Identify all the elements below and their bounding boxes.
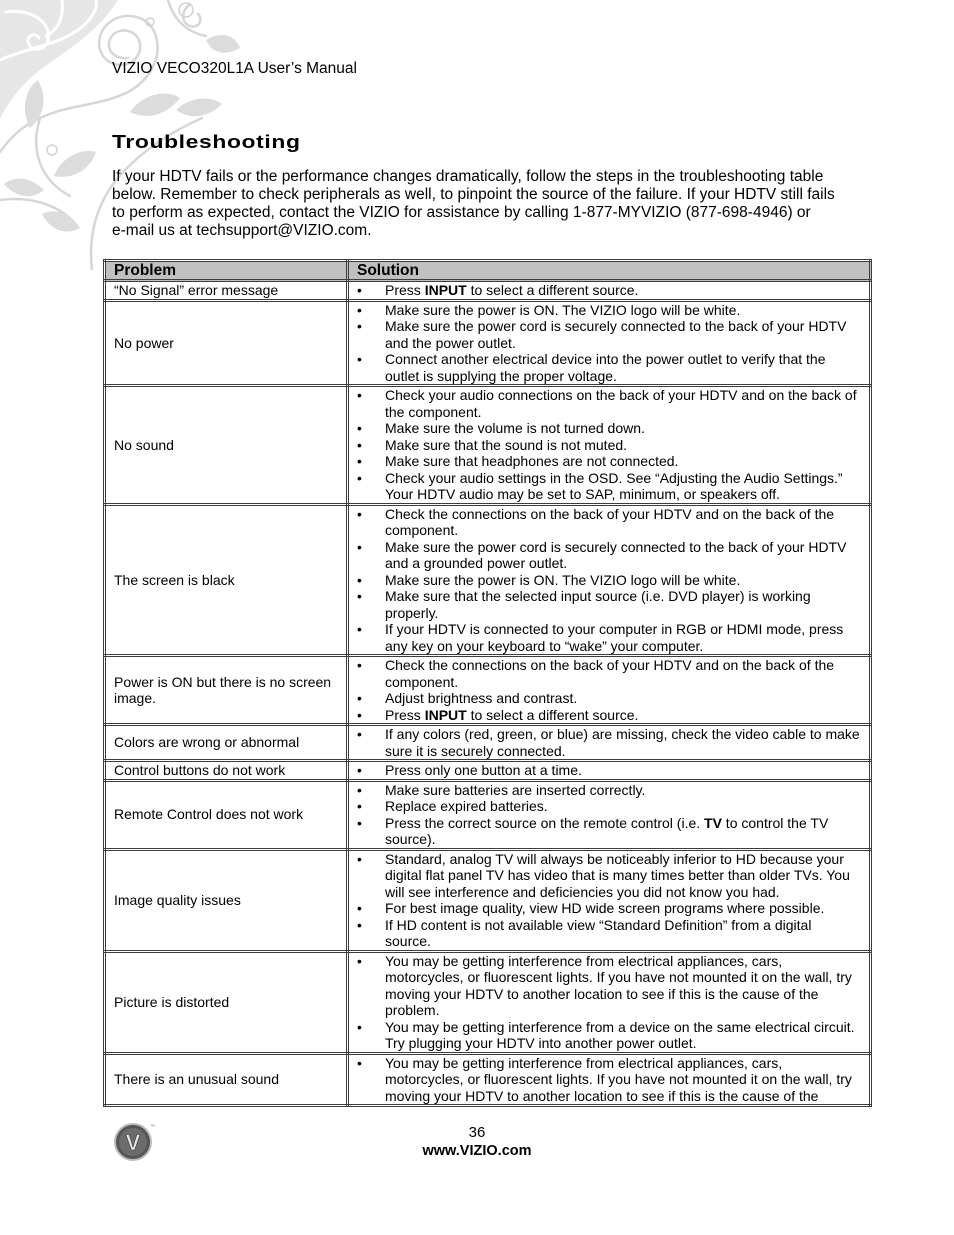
solution-text <box>385 351 825 384</box>
bullet-icon <box>357 539 385 572</box>
solution-text-segment: Make sure the power is ON. The VIZIO logo will be white. <box>385 571 741 588</box>
solution-text-segment: You may be getting interference from electrical appliances, cars, motorcycles, or fluorescent lights. If you have not mounted it on the wall, try moving your HDTV to another location to see if this is the cause of the problem. <box>385 952 852 1018</box>
solution-item <box>357 470 869 503</box>
solution-item <box>357 588 869 621</box>
solution-item <box>357 621 869 654</box>
solution-text-segment: Check your audio connections on the back of your HDTV and on the back of the component. <box>385 387 857 420</box>
solution-item <box>357 387 869 420</box>
solution-cell <box>348 300 871 386</box>
solution-text-segment: If your HDTV is connected to your computer in RGB or HDMI mode, press any key on your keyboard to “wake” your computer. <box>385 621 844 654</box>
solution-text-segment: Make sure the power is ON. The VIZIO logo will be white. <box>385 301 741 318</box>
solution-text <box>385 762 582 779</box>
bullet-icon <box>357 917 385 950</box>
table-row <box>105 656 871 725</box>
solution-item <box>357 726 869 759</box>
solution-text-bold: INPUT <box>424 282 467 298</box>
vizio-logo-mark: V <box>125 1130 141 1155</box>
table-header-row <box>105 261 871 281</box>
solution-cell <box>348 951 871 1053</box>
bullet-icon <box>357 351 385 384</box>
problem-cell <box>105 951 348 1053</box>
solution-item <box>357 572 869 589</box>
solution-text-segment: You may be getting interference from a device on the same electrical circuit. Try plugging your HDTV into another power outlet. <box>385 1018 855 1051</box>
solution-list <box>357 953 869 1052</box>
solution-text-segment: to select a different source. <box>466 282 639 298</box>
problem-text: Picture is distorted <box>114 993 230 1010</box>
solution-text <box>385 453 678 470</box>
bullet-icon <box>357 953 385 1019</box>
solution-cell <box>348 504 871 656</box>
bullet-icon <box>357 470 385 503</box>
solution-item <box>357 1055 869 1105</box>
solution-text <box>385 1019 855 1052</box>
solution-text <box>385 657 834 690</box>
table-row <box>105 761 871 781</box>
solution-text-segment: Connect another electrical device into the power outlet to verify that the outlet is supplying the proper voltage. <box>385 351 826 384</box>
solution-item <box>357 690 869 707</box>
problem-text: The screen is black <box>114 571 235 588</box>
table-row <box>105 780 871 849</box>
problem-cell <box>105 386 348 505</box>
solution-text-segment: Adjust brightness and contrast. <box>385 690 578 706</box>
solution-item <box>357 420 869 437</box>
solution-item <box>357 900 869 917</box>
solution-text-bold: TV <box>704 814 722 831</box>
trademark-symbol: ™ <box>150 1124 155 1130</box>
solution-cell <box>348 780 871 849</box>
solution-text-segment: Make sure the power cord is securely connected to the back of your HDTV and a grounded power outlet. <box>385 538 847 571</box>
solution-item <box>357 707 869 724</box>
solution-list <box>357 782 869 848</box>
solution-text-segment: You may be getting interference from electrical appliances, cars, motorcycles, or fluorescent lights. If you have not mounted it on the wall, try moving your HDTV to another location to see if this is the cause of the <box>385 1054 852 1104</box>
solution-list <box>357 1055 869 1105</box>
table-row <box>105 849 871 951</box>
problem-text: Power is ON but there is no screen image. <box>114 673 332 706</box>
solution-item <box>357 953 869 1019</box>
solution-text <box>385 690 577 707</box>
solution-text-segment: Check the connections on the back of your HDTV and on the back of the component. <box>385 505 835 538</box>
section-title: Troubleshooting <box>112 132 301 152</box>
problem-text: “No Signal” error message <box>114 282 279 298</box>
problem-cell <box>105 300 348 386</box>
solution-item <box>357 762 869 779</box>
solution-text <box>385 437 627 454</box>
troubleshooting-table-body <box>105 281 871 1106</box>
bullet-icon <box>357 1019 385 1052</box>
solution-list <box>357 851 869 950</box>
solution-text <box>385 302 740 319</box>
solution-cell <box>348 725 871 761</box>
bullet-icon <box>357 762 385 779</box>
bullet-icon <box>357 420 385 437</box>
solution-text-segment: Make sure the power cord is securely connected to the back of your HDTV and the power outlet. <box>385 318 847 351</box>
solution-text-bold: INPUT <box>424 706 467 723</box>
table-header <box>105 261 871 281</box>
bullet-icon <box>357 851 385 901</box>
website-address: www.VIZIO.com <box>422 1143 532 1159</box>
problem-cell <box>105 725 348 761</box>
solution-item <box>357 506 869 539</box>
solution-cell <box>348 1053 871 1106</box>
solution-text <box>385 470 843 503</box>
bullet-icon <box>357 657 385 690</box>
bullet-icon <box>357 572 385 589</box>
problem-cell <box>105 504 348 656</box>
solution-text <box>385 900 824 917</box>
problem-cell <box>105 1053 348 1106</box>
solution-text <box>385 1055 852 1105</box>
troubleshooting-table <box>103 259 872 1107</box>
problem-cell <box>105 780 348 849</box>
solution-text <box>385 815 828 848</box>
solution-list <box>357 762 869 779</box>
solution-text <box>385 707 638 724</box>
solution-text-segment: Check your audio settings in the OSD. See “Adjusting the Audio Settings.” Your HDTV audio may be set to SAP, minimum, or speakers off. <box>385 469 843 502</box>
problem-cell <box>105 761 348 781</box>
solution-text <box>385 917 811 950</box>
solution-text <box>385 387 857 420</box>
solution-text <box>385 798 548 815</box>
solution-list <box>357 282 869 299</box>
table-row <box>105 1053 871 1106</box>
bullet-icon <box>357 506 385 539</box>
bullet-icon <box>357 707 385 724</box>
solution-list <box>357 387 869 503</box>
column-header-solution: Solution <box>348 261 871 281</box>
solution-item <box>357 282 869 299</box>
solution-text <box>385 282 638 299</box>
problem-text: Remote Control does not work <box>114 806 304 823</box>
problem-cell <box>105 849 348 951</box>
solution-item <box>357 815 869 848</box>
vizio-logo <box>113 1120 157 1164</box>
solution-item <box>357 798 869 815</box>
bullet-icon <box>357 782 385 799</box>
solution-cell <box>348 386 871 505</box>
solution-cell <box>348 849 871 951</box>
problem-text: Control buttons do not work <box>114 762 286 778</box>
bullet-icon <box>357 282 385 299</box>
solution-text-segment: Press only one button at a time. <box>385 762 582 778</box>
solution-text-segment: Check the connections on the back of your HDTV and on the back of the component. <box>385 657 835 690</box>
bullet-icon <box>357 726 385 759</box>
solution-text-segment: Press <box>385 706 425 723</box>
solution-text <box>385 726 860 759</box>
bullet-icon <box>357 453 385 470</box>
solution-text <box>385 588 811 621</box>
solution-item <box>357 1019 869 1052</box>
solution-text <box>385 506 834 539</box>
bullet-icon <box>357 387 385 420</box>
solution-text <box>385 953 852 1019</box>
page-number: 36 <box>468 1124 486 1141</box>
solution-text-segment: For best image quality, view HD wide screen programs where possible. <box>385 900 825 916</box>
bullet-icon <box>357 437 385 454</box>
problem-text: No power <box>114 334 174 351</box>
solution-item <box>357 351 869 384</box>
solution-text-segment: If any colors (red, green, or blue) are missing, check the video cable to make sure it is securely connected. <box>385 726 860 759</box>
solution-item <box>357 782 869 799</box>
solution-item <box>357 318 869 351</box>
solution-text <box>385 621 843 654</box>
table-row <box>105 386 871 505</box>
solution-text-segment: Press <box>385 282 425 298</box>
solution-text <box>385 782 645 799</box>
intro-paragraph: If your HDTV fails or the performance changes dramatically, follow the steps in the troubleshooting table below. Remember to check peripherals as well, to pinpoint the source of the failure. If your HDTV still fails to perform as expected, contact the VIZIO for assistance by calling 1-877-MYVIZIO (877-698-4946) or e-mail us at techsupport@VIZIO.com. <box>112 168 835 239</box>
table-row <box>105 951 871 1053</box>
solution-cell <box>348 281 871 301</box>
solution-item <box>357 453 869 470</box>
solution-text-segment: Standard, analog TV will always be noticeably inferior to HD because your digital flat panel TV has video that is many times better than older TVs. You will see interference and deficiencies you did not know you had. <box>385 850 850 900</box>
solution-text-segment: to select a different source. <box>466 706 639 723</box>
problem-text: There is an unusual sound <box>114 1071 279 1087</box>
solution-cell <box>348 656 871 725</box>
problem-text: Image quality issues <box>114 891 241 908</box>
problem-cell <box>105 656 348 725</box>
bullet-icon <box>357 621 385 654</box>
solution-text <box>385 420 645 437</box>
solution-text-segment: Press the correct source on the remote control (i.e. <box>385 814 705 831</box>
solution-item <box>357 437 869 454</box>
problem-text: No sound <box>114 436 174 453</box>
solution-text-segment: Make sure that headphones are not connected. <box>385 453 679 469</box>
solution-text <box>385 851 850 901</box>
table-row <box>105 504 871 656</box>
solution-text-segment: to control the TV source). <box>385 814 829 847</box>
document-title: VIZIO VECO320L1A User’s Manual <box>112 60 357 77</box>
solution-item <box>357 539 869 572</box>
solution-item <box>357 917 869 950</box>
bullet-icon <box>357 302 385 319</box>
bullet-icon <box>357 815 385 848</box>
solution-list <box>357 506 869 655</box>
solution-text <box>385 318 846 351</box>
bullet-icon <box>357 318 385 351</box>
solution-text <box>385 572 740 589</box>
solution-text <box>385 539 846 572</box>
table-row <box>105 300 871 386</box>
solution-item <box>357 851 869 901</box>
solution-list <box>357 302 869 385</box>
solution-text-segment: Make sure that the selected input source (i.e. DVD player) is working properly. <box>385 588 811 621</box>
bullet-icon <box>357 1055 385 1105</box>
problem-cell <box>105 281 348 301</box>
solution-text-segment: If HD content is not available view “Standard Definition” from a digital source. <box>385 916 812 949</box>
solution-text-segment: Make sure batteries are inserted correctly. <box>385 781 646 798</box>
solution-text-segment: Make sure the volume is not turned down. <box>385 420 645 436</box>
bullet-icon <box>357 690 385 707</box>
solution-item <box>357 302 869 319</box>
solution-item <box>357 657 869 690</box>
solution-text-segment: Replace expired batteries. <box>385 798 548 814</box>
column-header-problem: Problem <box>105 261 348 281</box>
table-row <box>105 725 871 761</box>
bullet-icon <box>357 588 385 621</box>
solution-cell <box>348 761 871 781</box>
solution-list <box>357 657 869 723</box>
solution-text-segment: Make sure that the sound is not muted. <box>385 436 628 453</box>
solution-list <box>357 726 869 759</box>
problem-text: Colors are wrong or abnormal <box>114 734 300 751</box>
bullet-icon <box>357 900 385 917</box>
table-row <box>105 281 871 301</box>
bullet-icon <box>357 798 385 815</box>
